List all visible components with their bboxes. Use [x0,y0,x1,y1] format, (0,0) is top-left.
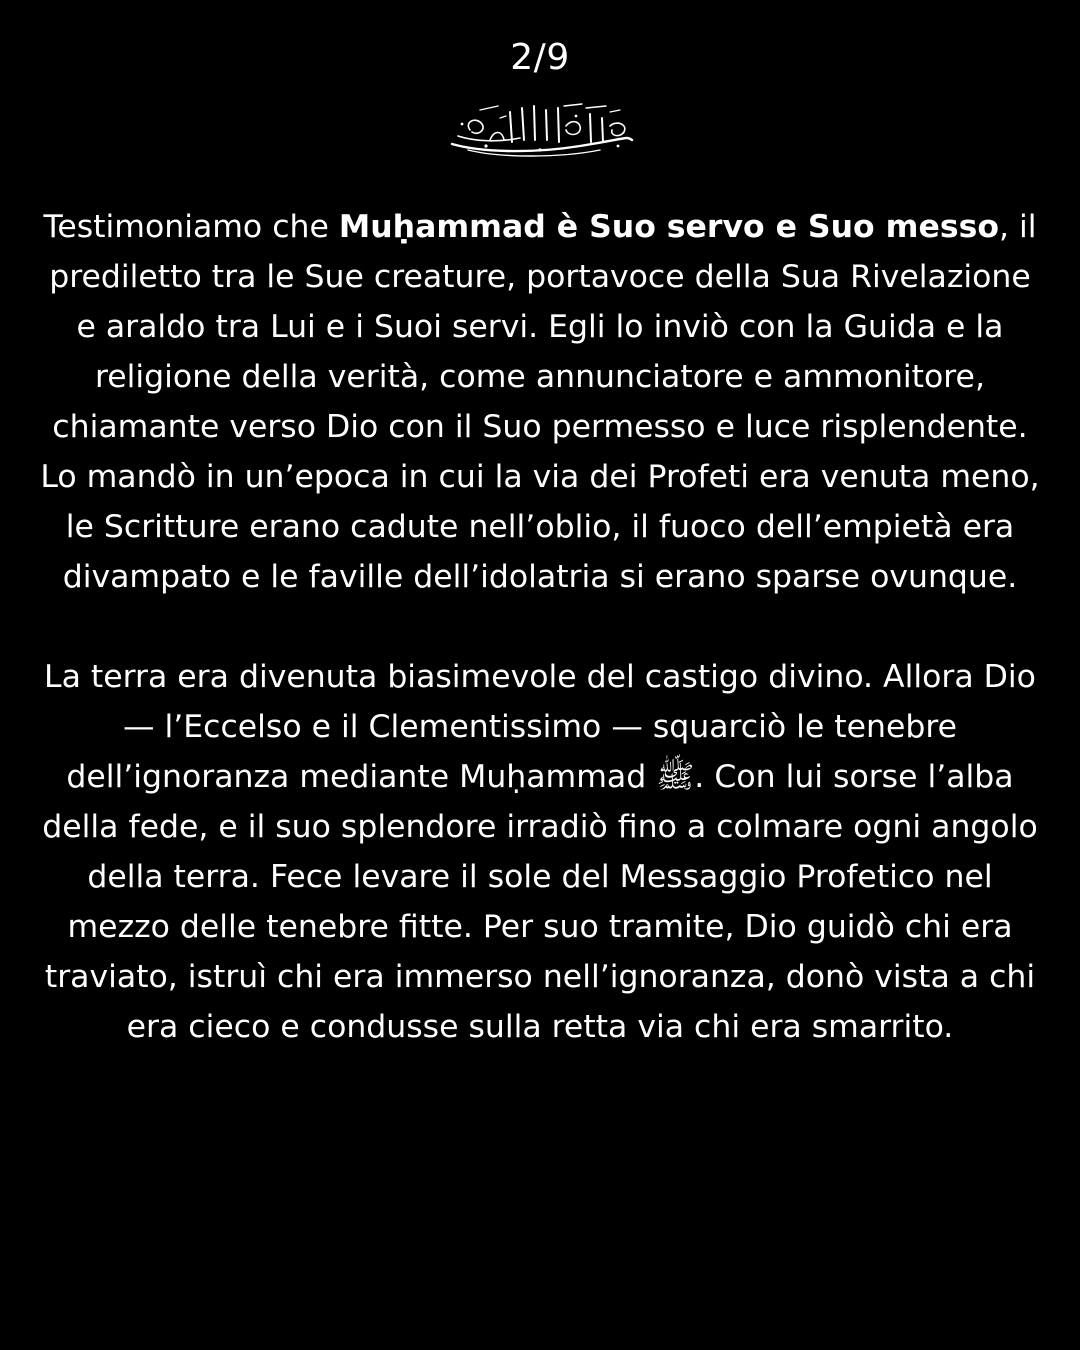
paragraph-1-lead: Testimoniamo che [43,209,339,245]
slide-counter: 2/9 [510,37,570,78]
paragraph-1-bold: Muḥammad è Suo servo e Suo messo [338,209,999,245]
bismillah-calligraphy-icon [440,96,640,162]
paragraph-2: La terra era divenuta biasimevole del castigo divino. Allora Dio — l’Eccelso e il Clementissimo — squarciò le tenebre dell’ignoranza mediante Muḥammad ﷺ. Con lui sorse l’alba della fede, e il suo splendore irradiò fino a colmare ogni angolo della terra. Fece levare il sole del Messaggio Profetico nel mezzo delle tenebre fitte. Per suo tramite, Dio guidò chi era traviato, istruì chi era immerso nell’ignoranza, donò vista a chi era cieco e condusse sulla retta via chi era smarrito. [42,659,1038,1045]
paragraph-1 [40,202,1040,602]
main-text [40,202,1040,1052]
paragraph-1-rest: , il prediletto tra le Sue creature, portavoce della Sua Rivelazione e araldo tra Lui e i Suoi servi. Egli lo inviò con la Guida e la religione della verità, come annunciatore e ammonitore, chiamante verso Dio con il Suo permesso e luce risplendente. Lo mandò in un’epoca in cui la via dei Profeti era venuta meno, le Scritture erano cadute nell’oblio, il fuoco dell’empietà era divampato e le faville dell’idolatria si erano sparse ovunque. [40,209,1040,595]
